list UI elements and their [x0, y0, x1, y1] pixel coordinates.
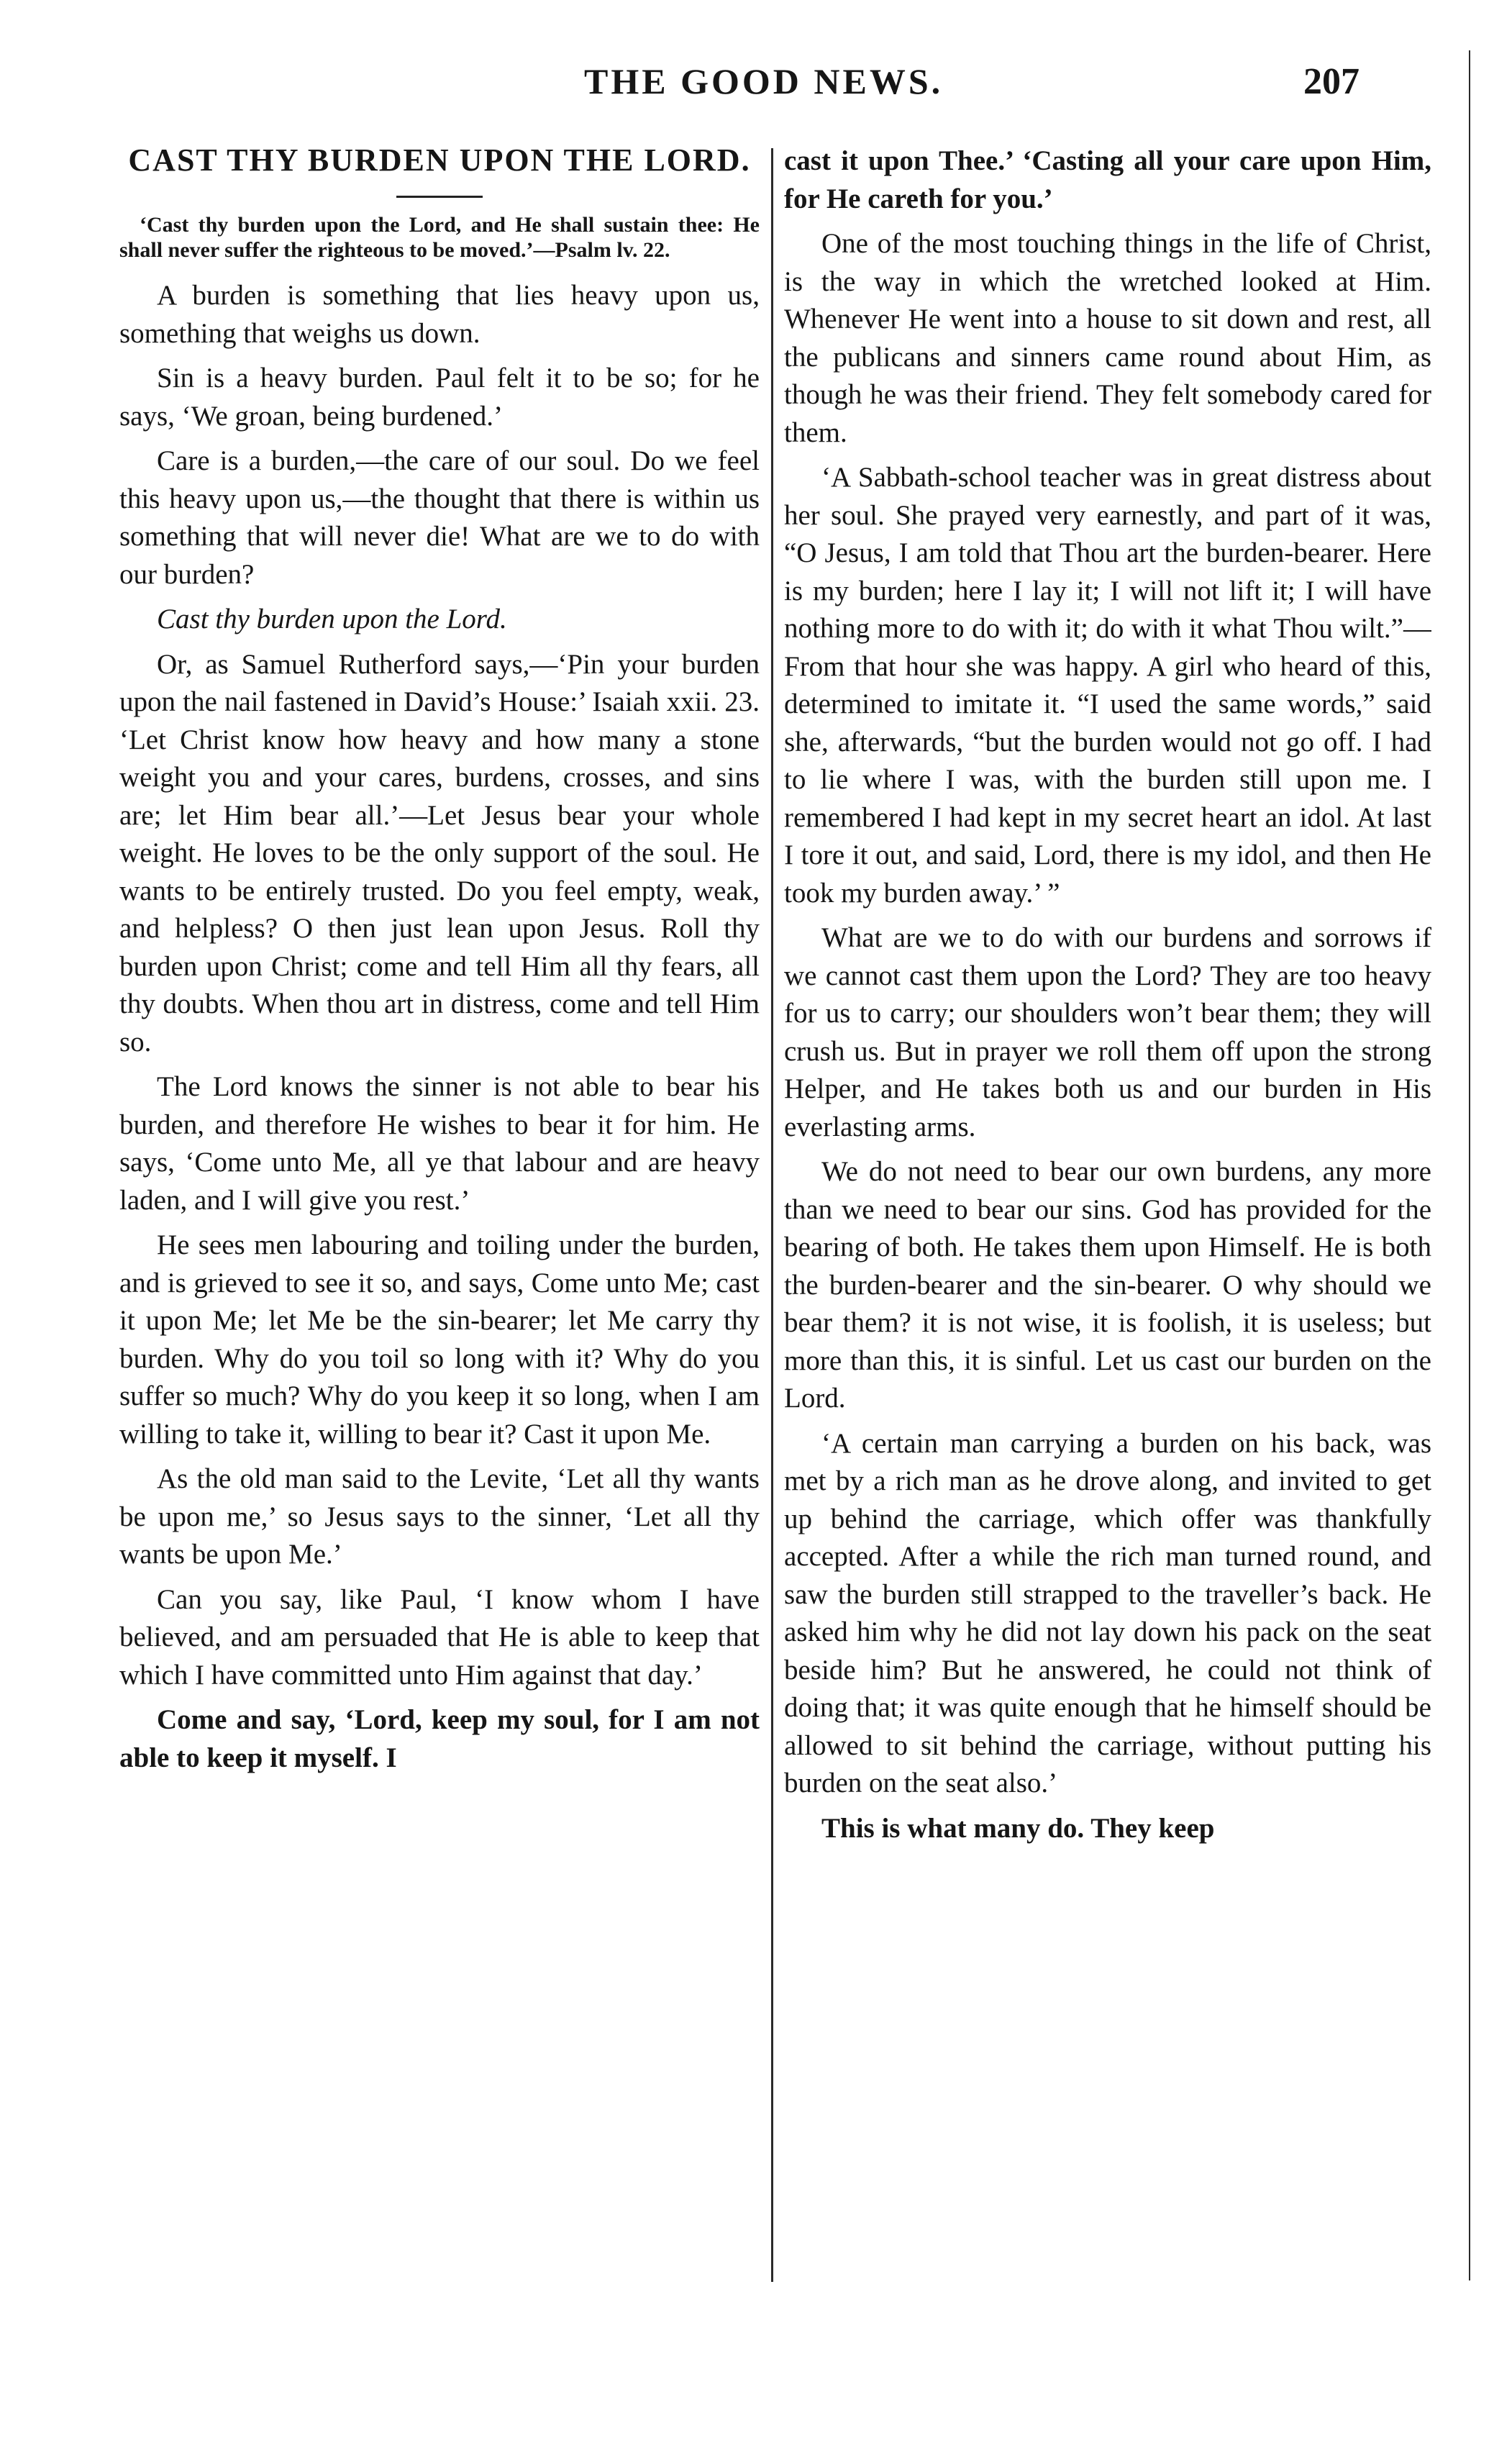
paragraph: ‘A Sabbath-school teacher was in great distress about her soul. She prayed very earnestly, and part of it was, “O Jesus, I am told that Thou art the burden-bearer. Here is my burden; here I lay it; I will not lift it; I will have nothing more to do with it; do with it what Thou wilt.”—From that hour she was happy. A girl who heard of this, determined to imitate it. “I used the same words,” said she, afterwards, “but the burden would not go off. I had to lie where I was, with the burden still upon me. I remembered I had kept in my secret heart an idol. At last I tore it out, and said, Lord, there is my idol, and then He took my burden away.’ ” — [784, 462, 1431, 909]
paragraph: One of the most touching things in the life of Christ, is the way in which the wretched looked at Him. Whenever He went into a house to sit down and rest, all the publicans and sinners came round about Him, as though he was their friend. They felt somebody cared for them. — [784, 228, 1431, 448]
page-number: 207 — [1303, 61, 1360, 102]
italic-paragraph: Cast thy burden upon the Lord. — [157, 604, 507, 635]
article-title: CAST THY BURDEN UPON THE LORD. — [128, 142, 751, 178]
paragraph: He sees men labouring and toiling under the burden, and is grieved to see it so, and says, Come unto Me; cast it upon Me; let Me be the sin-bearer; let Me carry thy burden. Why do you toil so long with it? Why do you suffer so much? Why do you keep it so long, when I am willing to take it, willing to bear it? Cast it upon Me. — [119, 1229, 760, 1450]
paragraph: What are we to do with our burdens and sorrows if we cannot cast them upon the Lord? They are too heavy for us to carry; our shoulders won’t bear them; they will crush us. But in prayer we roll them off upon the strong Helper, and He takes both us and our burden in His everlasting arms. — [784, 922, 1431, 1142]
paragraph: Care is a burden,—the care of our soul. Do we feel this heavy upon us,—the thought that there is within us something that will never die! What are we to do with our burden? — [119, 445, 760, 590]
continued-paragraph: cast it upon Thee.’ ‘Casting all your care upon Him, for He careth for you.’ — [784, 145, 1431, 214]
paragraph: Can you say, like Paul, ‘I know whom I have believed, and am persuaded that He is able to keep that which I have committed unto Him against that day.’ — [119, 1583, 760, 1691]
paragraph: We do not need to bear our own burdens, any more than we need to bear our sins. God has provided for the bearing of both. He takes them upon Himself. He is both the burden-bearer and the sin-bearer. O why should we bear them? it is not wise, it is foolish, it is useless; but more than this, it is sinful. Let us cast our burden on the Lord. — [784, 1156, 1431, 1414]
page-edge-rule — [1469, 50, 1470, 2280]
paragraph: A burden is something that lies heavy upon us, something that weighs us down. — [119, 280, 760, 349]
column-divider — [771, 148, 773, 2282]
paragraph: Come and say, ‘Lord, keep my soul, for I am not able to keep it myself. I — [119, 1704, 760, 1773]
paragraph: ‘A certain man carrying a burden on his back, was met by a rich man as he drove along, and invited to get up behind the carriage, which offer was thankfully accepted. After a while the rich man turned round, and saw the burden still strapped to the traveller’s back. He asked him why he did not lay down his pack on the seat beside him? But he answered, he could not think of doing that; it was quite enough that he himself should be allowed to sit behind the carriage, without putting his burden on the seat also.’ — [784, 1427, 1431, 1798]
right-column — [784, 142, 1431, 2301]
running-header — [0, 60, 1512, 118]
paragraph: Sin is a heavy burden. Paul felt it to be so; for he says, ‘We groan, being burdened.’ — [119, 363, 760, 432]
running-title: THE GOOD NEWS. — [584, 61, 944, 101]
left-column — [119, 142, 760, 2301]
epigraph: ‘Cast thy burden upon the Lord, and He shall sustain thee: He shall never suffer the righteous to be moved.’—Psalm lv. 22. — [119, 213, 760, 262]
paragraph: This is what many do. They keep — [821, 1812, 1215, 1844]
title-rule — [396, 196, 483, 198]
paragraph: As the old man said to the Levite, ‘Let all thy wants be upon me,’ so Jesus says to the sinner, ‘Let all thy wants be upon Me.’ — [119, 1463, 760, 1570]
paragraph: Or, as Samuel Rutherford says,—‘Pin your burden upon the nail fastened in David’s House:’ Isaiah xxii. 23. ‘Let Christ know how heavy and how many a stone weight you and your cares, burdens, crosses, and sins are; let Him bear all.’—Let Jesus bear your whole weight. He loves to be the only support of the soul. He wants to be entirely trusted. Do you feel empty, weak, and helpless? O then just lean upon Jesus. Roll thy burden upon Christ; come and tell Him all thy fears, all thy doubts. When thou art in distress, come and tell Him so. — [119, 648, 760, 1058]
paragraph: The Lord knows the sinner is not able to bear his burden, and therefore He wishes to bear it for him. He says, ‘Come unto Me, all ye that labour and are heavy laden, and I will give you rest.’ — [119, 1071, 760, 1216]
